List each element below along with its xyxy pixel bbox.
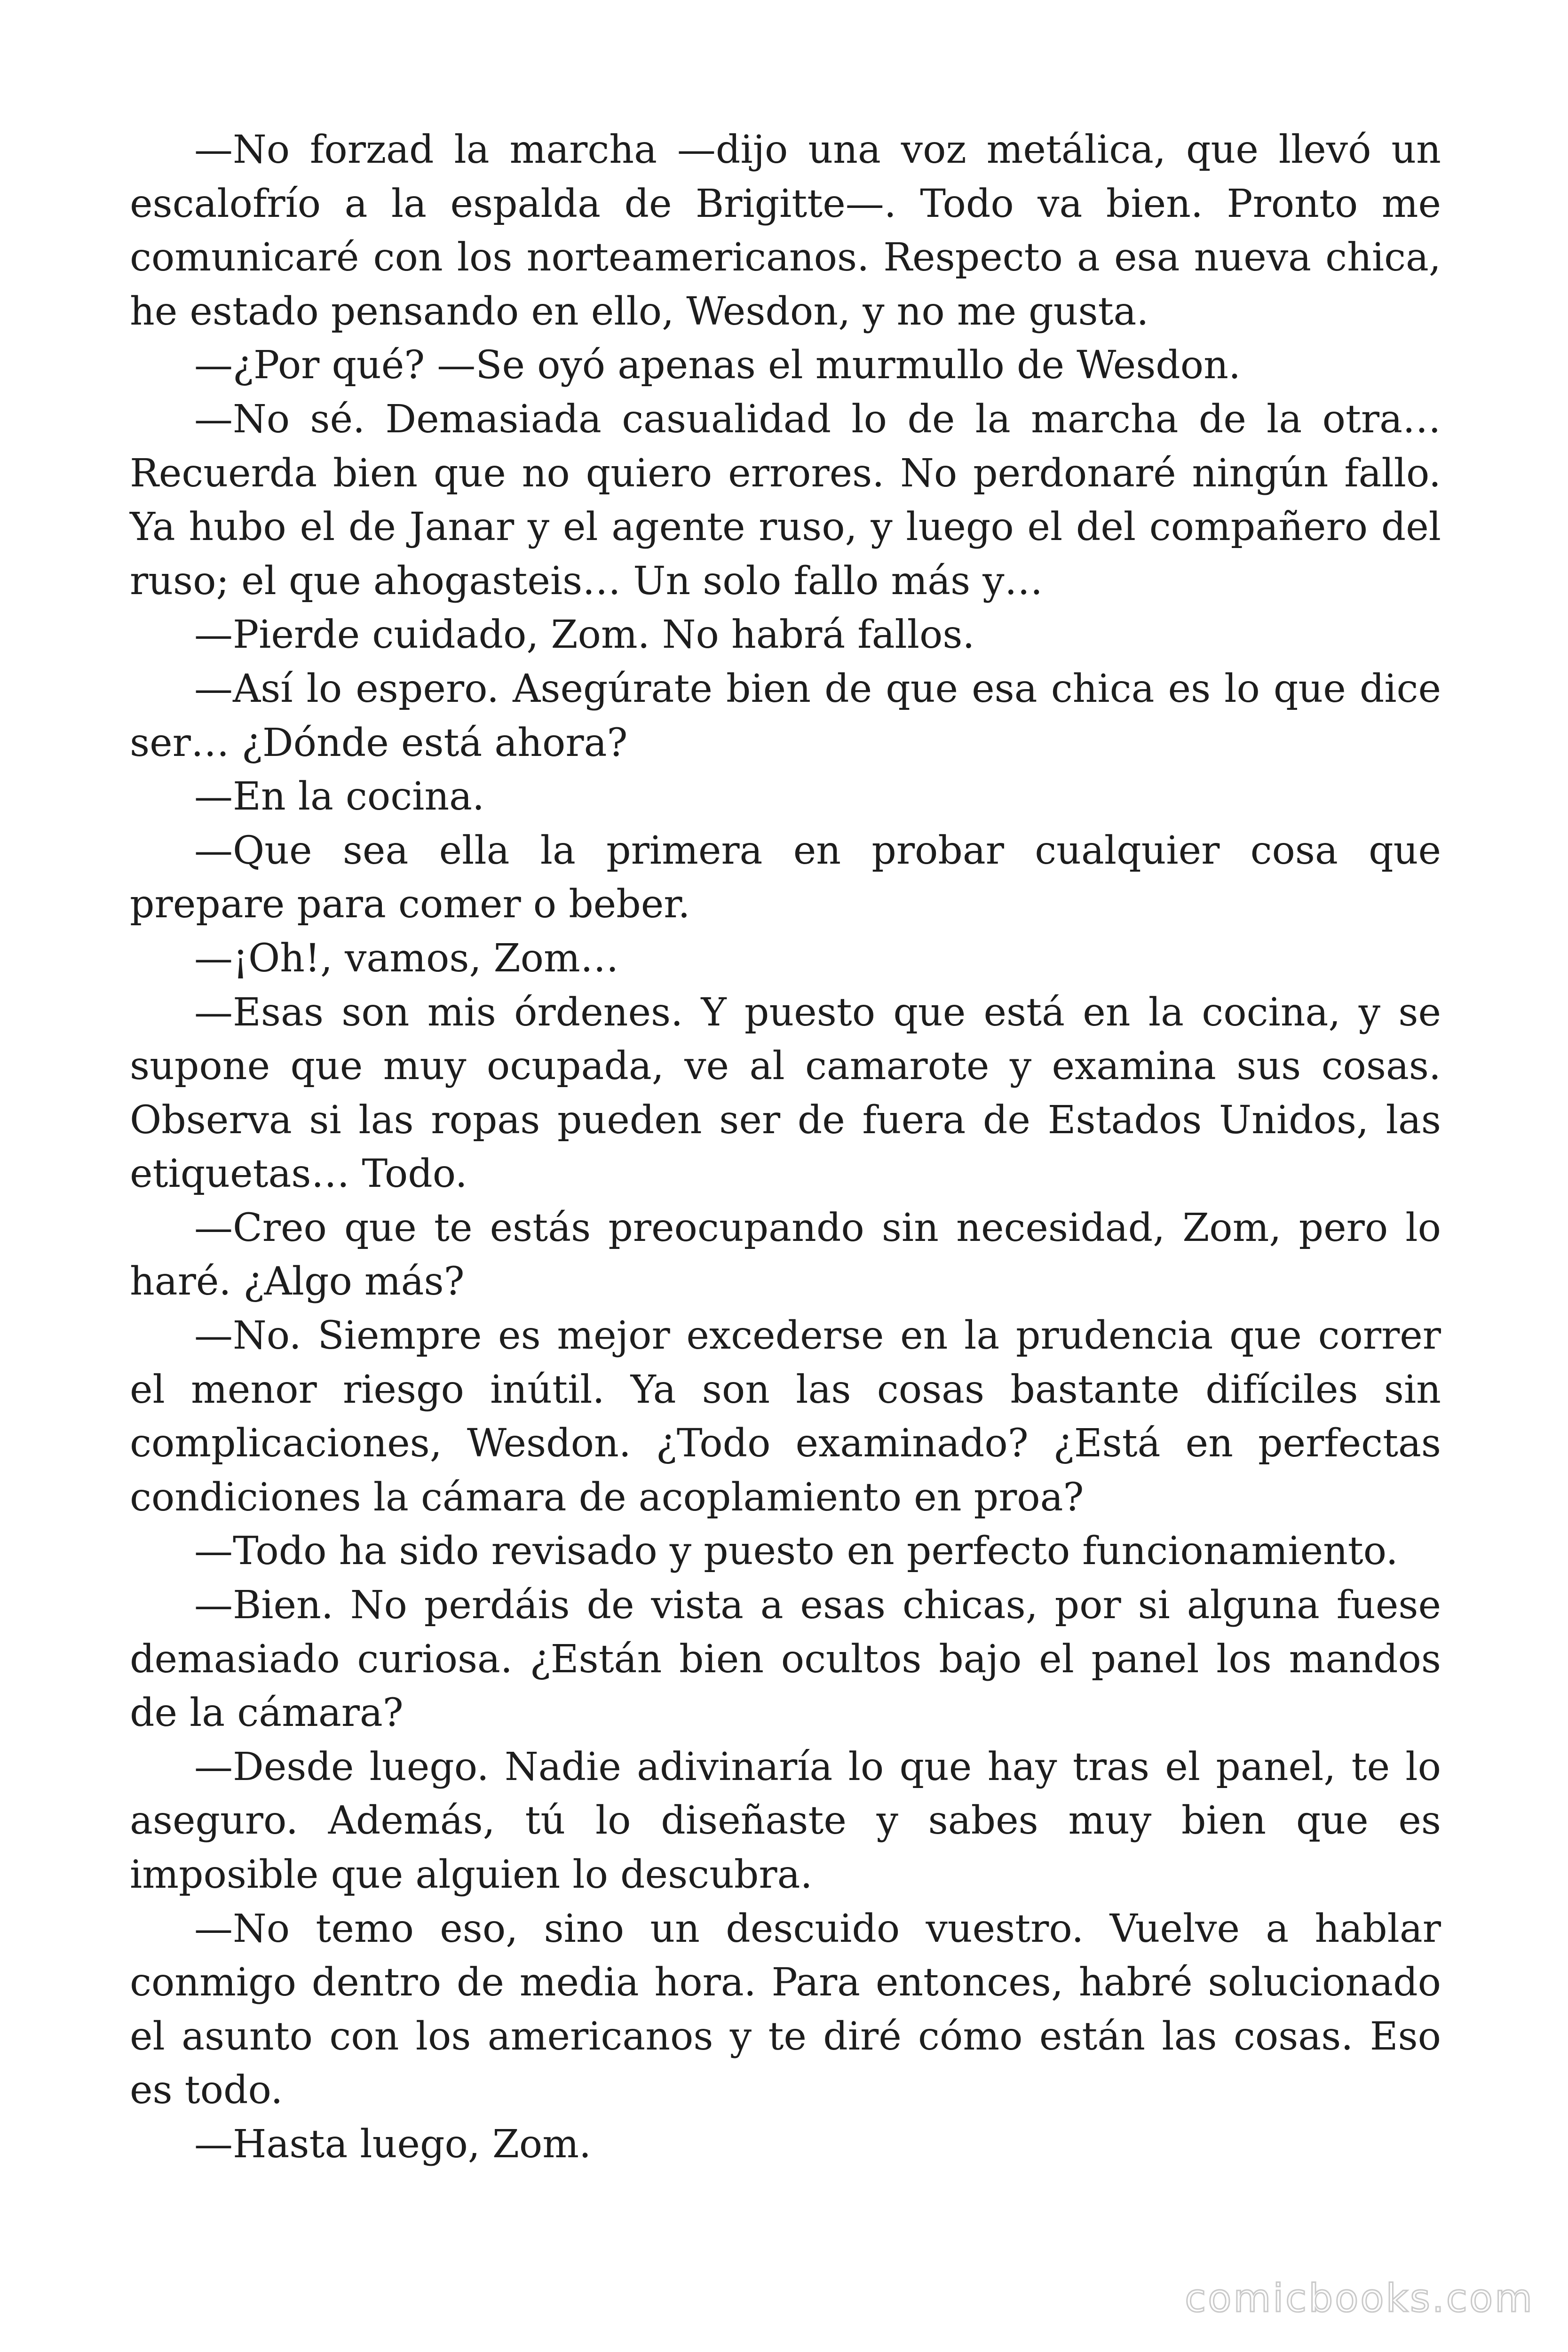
paragraph: —No sé. Demasiada casualidad lo de la marcha de la otra… Recuerda bien que no quiero errores. No perdonaré ningún fallo. Ya hubo el de Janar y el agente ruso, y luego el del compañero del ruso; el que ahogasteis… Un solo fallo más y… <box>130 397 1441 604</box>
paragraph: —Todo ha sido revisado y puesto en perfecto funcionamiento. <box>194 1529 1398 1574</box>
paragraph: —Hasta luego, Zom. <box>194 2122 592 2167</box>
paragraph: —No temo eso, sino un descuido vuestro. Vuelve a hablar conmigo dentro de media hora. Para entonces, habré solucionado el asunto con los americanos y te diré cómo están las cosas. Eso es todo. <box>130 1906 1441 2113</box>
paragraph: —¡Oh!, vamos, Zom… <box>194 936 619 981</box>
paragraph: —No. Siempre es mejor excederse en la prudencia que correr el menor riesgo inútil. Ya son las cosas bastante difíciles sin complicaciones, Wesdon. ¿Todo examinado? ¿Está en perfectas condiciones la cámara de acoplamiento en proa? <box>130 1313 1441 1520</box>
watermark: comicbooks.com <box>1185 2276 1534 2321</box>
paragraph: —Desde luego. Nadie adivinaría lo que hay tras el panel, te lo aseguro. Además, tú lo diseñaste y sabes muy bien que es imposible que alguien lo descubra. <box>130 1744 1441 1897</box>
paragraph: —Pierde cuidado, Zom. No habrá fallos. <box>194 612 975 658</box>
paragraph: —Esas son mis órdenes. Y puesto que está en la cocina, y se supone que muy ocupada, ve al camarote y examina sus cosas. Observa si las ropas pueden ser de fuera de Estados Unidos, las etiquetas… Todo. <box>130 990 1441 1197</box>
paragraph: —¿Por qué? —Se oyó apenas el murmullo de Wesdon. <box>194 343 1241 388</box>
paragraph: —Que sea ella la primera en probar cualquier cosa que prepare para comer o beber. <box>130 828 1441 927</box>
paragraph: —Creo que te estás preocupando sin necesidad, Zom, pero lo haré. ¿Algo más? <box>130 1205 1441 1304</box>
body-text <box>130 123 1441 2172</box>
paragraph: —En la cocina. <box>194 774 485 819</box>
paragraph: —Así lo espero. Asegúrate bien de que esa chica es lo que dice ser… ¿Dónde está ahora? <box>130 666 1441 765</box>
paragraph: —Bien. No perdáis de vista a esas chicas, por si alguna fuese demasiado curiosa. ¿Están bien ocultos bajo el panel los mandos de la cámara? <box>130 1583 1441 1736</box>
paragraph: —No forzad la marcha —dijo una voz metálica, que llevó un escalofrío a la espalda de Brigitte—. Todo va bien. Pronto me comunicaré con los norteamericanos. Respecto a esa nueva chica, he estado pensando en ello, Wesdon, y no me gusta. <box>130 127 1441 334</box>
